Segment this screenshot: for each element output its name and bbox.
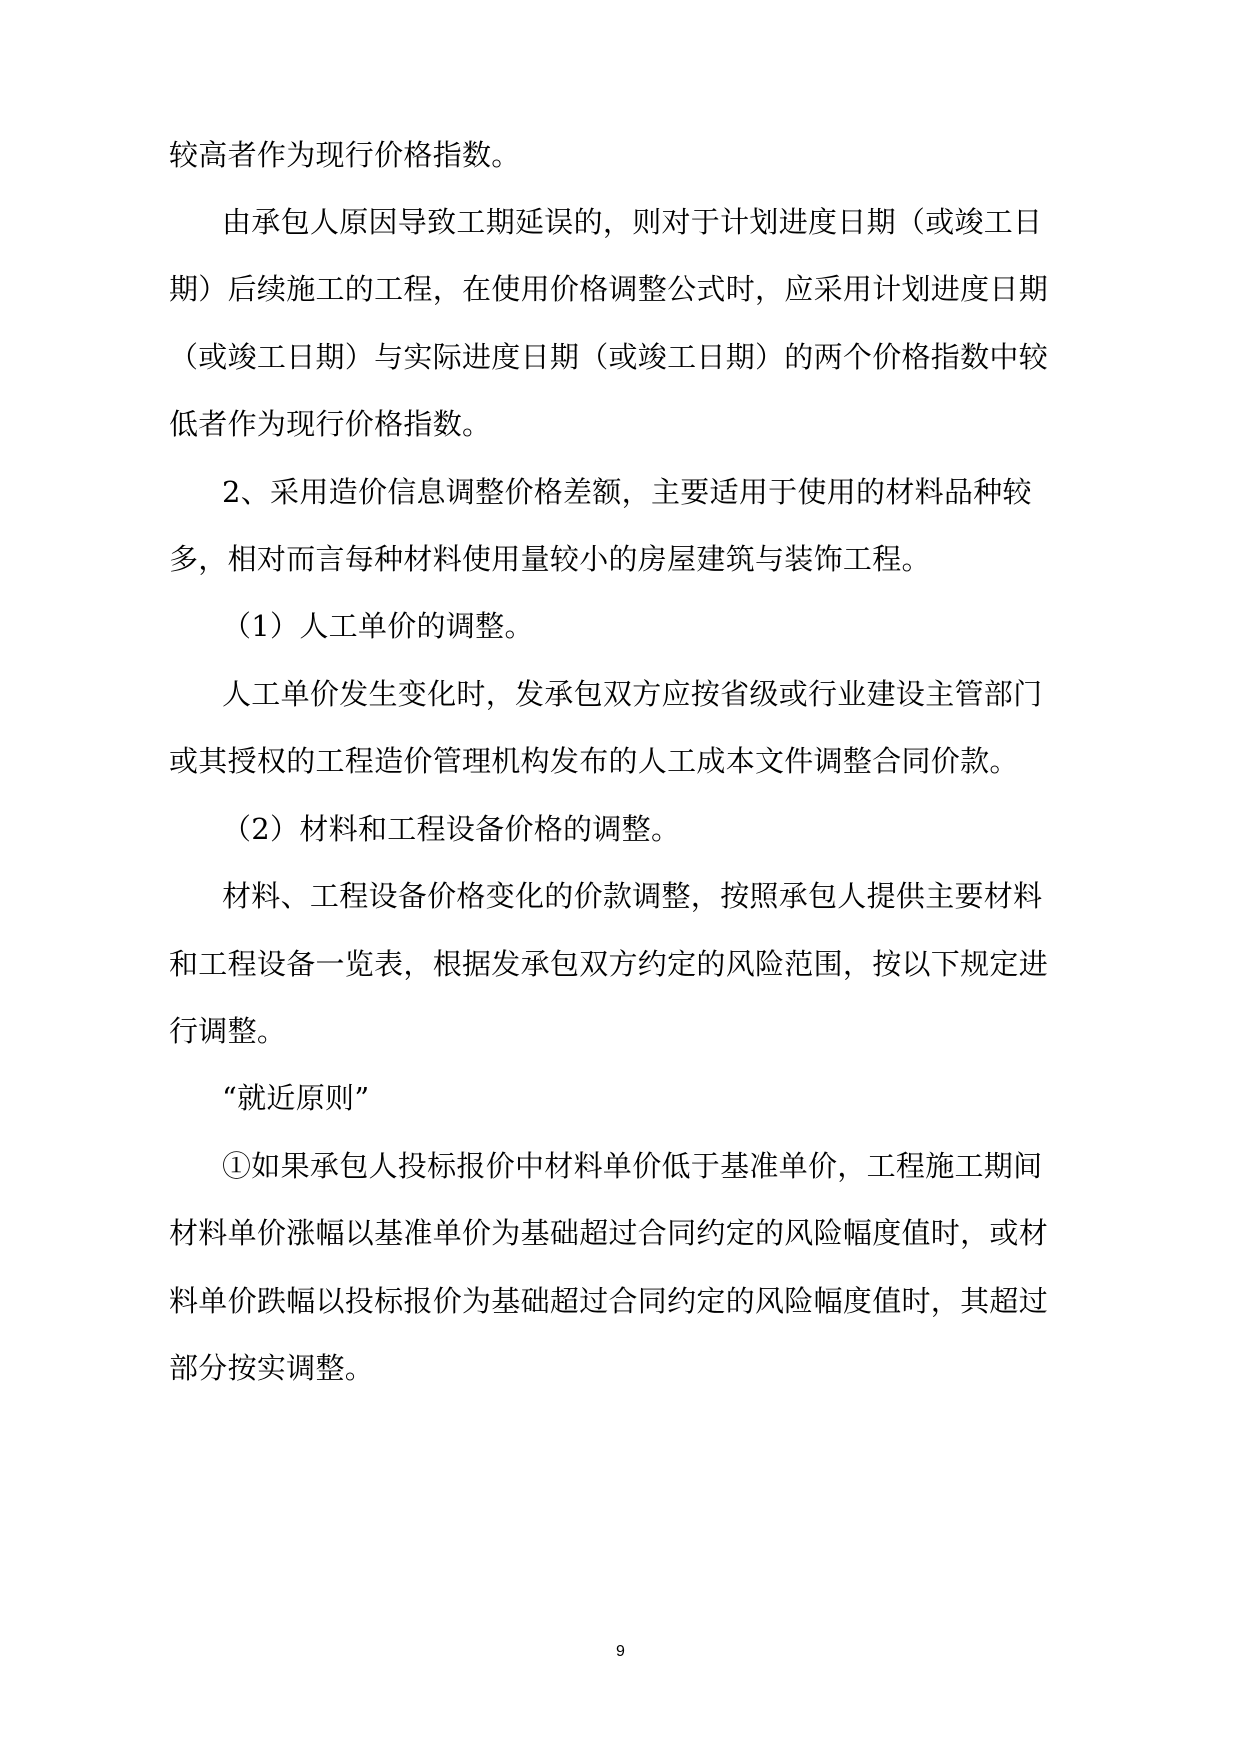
text-line-12: 材料、工程设备价格变化的价款调整，按照承包人提供主要材料 [222, 879, 1043, 913]
page-number: 9 [616, 1643, 625, 1660]
text-line-6: 2、采用造价信息调整价格差额，主要适用于使用的材料品种较 [222, 475, 1032, 509]
text-line-14: 行调整。 [169, 1014, 287, 1048]
text-line-19: 部分按实调整。 [169, 1351, 375, 1385]
text-line-11: （2）材料和工程设备价格的调整。 [222, 812, 681, 846]
text-line-10: 或其授权的工程造价管理机构发布的人工成本文件调整合同价款。 [169, 744, 1019, 778]
text-line-8: （1）人工单价的调整。 [222, 609, 534, 643]
text-line-5: 低者作为现行价格指数。 [169, 407, 492, 441]
text-line-7: 多，相对而言每种材料使用量较小的房屋建筑与装饰工程。 [169, 542, 931, 576]
text-line-15: “就近原则” [222, 1081, 370, 1115]
text-line-13: 和工程设备一览表，根据发承包双方约定的风险范围，按以下规定进 [169, 947, 1049, 981]
text-line-16: ①如果承包人投标报价中材料单价低于基准单价，工程施工期间 [222, 1149, 1043, 1183]
text-line-4: （或竣工日期）与实际进度日期（或竣工日期）的两个价格指数中较 [169, 340, 1049, 374]
text-line-1: 较高者作为现行价格指数。 [169, 138, 521, 172]
text-line-9: 人工单价发生变化时，发承包双方应按省级或行业建设主管部门 [222, 677, 1043, 711]
text-line-2: 由承包人原因导致工期延误的，则对于计划进度日期（或竣工日 [222, 205, 1043, 239]
text-line-3: 期）后续施工的工程，在使用价格调整公式时，应采用计划进度日期 [169, 272, 1049, 306]
text-line-18: 料单价跌幅以投标报价为基础超过合同约定的风险幅度值时，其超过 [169, 1284, 1049, 1318]
text-line-17: 材料单价涨幅以基准单价为基础超过合同约定的风险幅度值时，或材 [169, 1216, 1049, 1250]
